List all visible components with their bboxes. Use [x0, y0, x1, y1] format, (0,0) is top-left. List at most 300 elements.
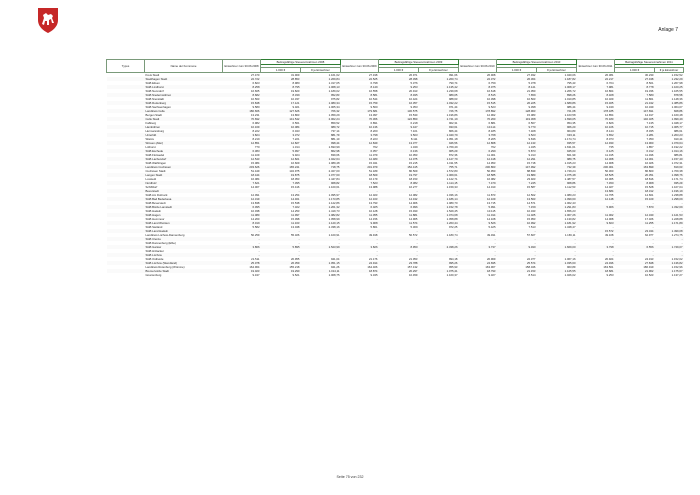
cell-name: Wietze [145, 137, 223, 141]
cell-name: SGB Wathlingen [145, 161, 223, 165]
cell-value: 1.349 [379, 145, 419, 149]
cell-value: 1.769,49 [419, 145, 459, 149]
cell-value: 20.955 [261, 257, 301, 261]
cell-value: 1.857 [615, 145, 655, 149]
cell-value: 6.826 [577, 121, 615, 125]
cell-value: 1.201,32 [301, 205, 341, 209]
cell-value: - [341, 189, 379, 193]
cell-value: 968,82 [301, 181, 341, 185]
cell-value: 26.971 [379, 73, 419, 78]
cell-value: 935,29 [655, 181, 684, 185]
cell-value: 6.561 [261, 121, 301, 125]
cell-value: 9.353 [379, 105, 419, 109]
cell-value: 1.014,16 [655, 149, 684, 153]
annex-label: Anlage 7 [658, 27, 678, 33]
cell-value: 10.349 [615, 105, 655, 109]
cell-value: 49.491 [459, 233, 497, 237]
cell-value: 1.631,61 [537, 145, 577, 149]
cell-name: SGB Land Hadeln [145, 229, 223, 233]
cell-value: 10.523 [615, 273, 655, 277]
cell-value: 1.065,77 [655, 125, 684, 129]
cell-name: SGB Lüchow [145, 253, 223, 257]
cell-name: SGB Dannenberg (Elbe) [145, 241, 223, 245]
cell-value: 1.099,60 [537, 197, 577, 201]
cell-value: 15.530 [379, 113, 419, 117]
cell-value: - [655, 249, 684, 253]
cell-value: 140.325 [615, 117, 655, 121]
cell-value: 7.513 [497, 225, 537, 229]
cell-value: 11.109 [223, 153, 261, 157]
cell-value: 1.005,34 [301, 105, 341, 109]
cell-value: 1.125,55 [537, 269, 577, 273]
cell-value: 6.125 [577, 149, 615, 153]
cell-value: 1.015,23 [537, 161, 577, 165]
cell-value: 11.574 [379, 221, 419, 225]
cell-value: 15.098 [261, 217, 301, 221]
sub-header-per-head: € je Einwohner [301, 68, 341, 73]
lower-saxony-crest-icon [36, 6, 60, 34]
cell-value: 965,29 [419, 149, 459, 153]
cell-value: 10.114 [459, 125, 497, 129]
cell-value: - [419, 237, 459, 241]
cell-value: 203.626 [223, 165, 261, 169]
cell-value: 15.528 [615, 185, 655, 189]
cell-value: 13.793 [341, 201, 379, 205]
cell-name: SGB Lachendorf [145, 157, 223, 161]
cell-value: 1.008,17 [537, 85, 577, 89]
cell-value: 1.127,79 [419, 157, 459, 161]
cell-name: SGB Flotwedel [145, 153, 223, 157]
cell-value: 14.965 [379, 217, 419, 221]
cell-value: 13.231 [223, 113, 261, 117]
cell-value: 8.111 [379, 137, 419, 141]
cell-value: 5.309 [379, 225, 419, 229]
cell-value: 1.035,60 [537, 261, 577, 265]
cell-value: 995,26 [419, 261, 459, 265]
cell-value: 1.152,02 [655, 257, 684, 261]
cell-value: 15.718 [497, 161, 537, 165]
cell-value: 19.820 [261, 89, 301, 93]
cell-value: 21.050 [497, 89, 537, 93]
cell-value: 8.222 [223, 129, 261, 133]
cell-value: 8.205 [459, 137, 497, 141]
cell-value: 5.582 [223, 225, 261, 229]
cell-value: 8.144 [577, 129, 615, 133]
cell-value: 14.661 [615, 193, 655, 197]
cell-value: 1.062,43 [537, 201, 577, 205]
cell-value: 8.980 [261, 81, 301, 85]
cell-name: Unterlüß [145, 133, 223, 137]
cell-value: 11.025 [497, 213, 537, 217]
cell-name: SGB Lindhorst [145, 85, 223, 89]
cell-value: 1.699,05 [537, 117, 577, 121]
cell-value: - [341, 253, 379, 257]
cell-value: 26.908 [459, 73, 497, 78]
cell-name: SGB Sietland [145, 225, 223, 229]
cell-name: Faßberg [145, 121, 223, 125]
cell-value: - [459, 229, 497, 233]
cell-value: 10.459 [379, 273, 419, 277]
cell-name: SGB Nienstädt [145, 97, 223, 101]
cell-value: 10.343 [497, 209, 537, 213]
cell-value: 21.962 [615, 269, 655, 273]
cell-value: - [537, 237, 577, 241]
cell-value: - [655, 237, 684, 241]
cell-value: 12.133 [497, 141, 537, 145]
sub-header-total: 1.000 € [379, 68, 419, 73]
cell-name: SGB Sachsenhagen [145, 105, 223, 109]
cell-value: 18.525 [577, 173, 615, 177]
cell-value: 12.291 [497, 157, 537, 161]
cell-name: Gnarrenburg [145, 273, 223, 277]
cell-value: 179.681 [341, 109, 379, 113]
cell-value: 16.082 [459, 177, 497, 181]
cell-value: 10.053 [379, 153, 419, 157]
cell-value: 790,74 [419, 81, 459, 85]
cell-value: 21.153 [497, 269, 537, 273]
cell-value: 9.924 [261, 153, 301, 157]
cell-value: 5.895 [261, 245, 301, 249]
cell-value: 755,71 [419, 165, 459, 169]
cell-value: 27.198 [341, 73, 379, 78]
cell-value: 8.185 [459, 129, 497, 133]
cell-value: - [379, 249, 419, 253]
cell-value: 8.075 [459, 85, 497, 89]
cell-value: 3.372 [261, 133, 301, 137]
cell-value: 8.515 [459, 93, 497, 97]
cell-value: 141.542 [261, 117, 301, 121]
cell-value: 86.800 [615, 169, 655, 173]
cell-value: 1.266,72 [537, 89, 577, 93]
cell-value: 18.585 [459, 173, 497, 177]
cell-value: 3.824 [223, 133, 261, 137]
cell-value: - [615, 201, 655, 205]
cell-value: 11.002 [577, 213, 615, 217]
cell-value: - [261, 237, 301, 241]
cell-value: 5.376 [379, 81, 419, 85]
cell-value: 986,81 [655, 153, 684, 157]
cell-value: 22.217 [577, 77, 615, 81]
cell-value: 1.100,91 [301, 233, 341, 237]
cell-value: - [577, 241, 615, 245]
cell-value: 18.153 [379, 177, 419, 181]
cell-value: 152.415 [379, 165, 419, 169]
cell-value: 737,14 [301, 129, 341, 133]
cell-value: - [379, 229, 419, 233]
cell-value: 1.163,58 [537, 113, 577, 117]
cell-value: 7.245 [497, 181, 537, 185]
cell-value: 955,93 [419, 265, 459, 269]
cell-value: 27.848 [615, 261, 655, 265]
cell-value: 13.960 [615, 141, 655, 145]
cell-value: 1.067,16 [537, 257, 577, 261]
cell-value: 7.159 [497, 205, 537, 209]
cell-value: - [419, 189, 459, 193]
cell-value: 14.953 [459, 161, 497, 165]
cell-value: 8.795 [261, 85, 301, 89]
cell-value: 1.100,61 [301, 185, 341, 189]
cell-value: 13.377 [379, 141, 419, 145]
cell-value: - [419, 229, 459, 233]
cell-value: 18.312 [615, 189, 655, 193]
cell-value: 55.326 [261, 233, 301, 237]
cell-value: 20.924 [577, 257, 615, 261]
cell-value: 14.260 [223, 217, 261, 221]
cell-value: - [577, 249, 615, 253]
cell-value: 10.424 [379, 97, 419, 101]
cell-value: 762 [459, 145, 497, 149]
cell-value: 16.026 [615, 161, 655, 165]
cell-value: 989,05 [419, 93, 459, 97]
column-header-revenue-2008: Beitragsfähige Steuereinnahmen 2008 [261, 60, 341, 65]
cell-value: 26.225 [497, 101, 537, 105]
cell-value: - [537, 253, 577, 257]
cell-value: 1.051,18 [419, 137, 459, 141]
cell-value: 12.480 [341, 157, 379, 161]
cell-value: 6.043 [261, 129, 301, 133]
cell-value: 933,61 [419, 125, 459, 129]
cell-value: 201.979 [341, 165, 379, 169]
cell-value: 62.977 [615, 233, 655, 237]
cell-name: Bremervörde Stadt [145, 269, 223, 273]
cell-value: 6.996 [379, 205, 419, 209]
cell-value: 971,44 [419, 105, 459, 109]
cell-value: 986,44 [537, 105, 577, 109]
cell-value: 1.419,73 [301, 209, 341, 213]
cell-value: 9.490 [497, 245, 537, 249]
cell-value: 866,44 [419, 129, 459, 133]
cell-value: 70.260 [459, 117, 497, 121]
cell-value: 1.080,34 [301, 101, 341, 105]
cell-value: - [261, 253, 301, 257]
cell-value: 6.299 [459, 149, 497, 153]
cell-value: - [615, 253, 655, 257]
cell-value: 15.538 [261, 201, 301, 205]
cell-value: 11.881 [379, 213, 419, 217]
cell-value: 1.075,41 [419, 269, 459, 273]
cell-value: 51.449 [223, 169, 261, 173]
cell-value: 952,83 [301, 93, 341, 97]
cell-value: 3.798 [341, 133, 379, 137]
cell-value: 8.408 [577, 93, 615, 97]
cell-value: 12.821 [261, 157, 301, 161]
cell-value: 30.230 [615, 73, 655, 78]
cell-value: 12.319 [223, 197, 261, 201]
cell-value: 9.636 [497, 137, 537, 141]
cell-value: 839,66 [301, 153, 341, 157]
cell-value: 9.770 [497, 125, 537, 129]
cell-value: 10.992 [497, 221, 537, 225]
cell-value: 1.080,70 [419, 201, 459, 205]
cell-value: 821,99 [537, 153, 577, 157]
cell-value: - [577, 225, 615, 229]
cell-value: - [223, 241, 261, 245]
cell-value: 770 [223, 145, 261, 149]
cell-value: 15.515 [459, 101, 497, 105]
cell-value: 5.861 [341, 225, 379, 229]
cell-value: 132.975 [261, 169, 301, 173]
cell-value: 19.290 [261, 269, 301, 273]
cell-value: 1.059,29 [301, 113, 341, 117]
cell-value: - [301, 237, 341, 241]
cell-value: 178.892 [459, 109, 497, 113]
cell-value: 989,75 [537, 157, 577, 161]
cell-value: 1.317,05 [301, 81, 341, 85]
cell-value: - [223, 249, 261, 253]
cell-value: 2.327,00 [301, 169, 341, 173]
cell-value: - [615, 241, 655, 245]
cell-value: - [261, 189, 301, 193]
cell-value: 9.345 [341, 273, 379, 277]
cell-name: Landkreis Celle [145, 109, 223, 113]
cell-value: 3.737 [459, 245, 497, 249]
cell-name: Nordholz [145, 181, 223, 185]
cell-value: 14.156 [341, 217, 379, 221]
cell-value: 10.106 [577, 125, 615, 129]
cell-value: 10.084 [261, 125, 301, 129]
cell-value: 7.408 [497, 129, 537, 133]
cell-value: 1.298,09 [655, 197, 684, 201]
cell-value: 7.135 [615, 121, 655, 125]
cell-value: 1.238,88 [655, 193, 684, 197]
cell-value: 1.122,86 [301, 201, 341, 205]
cell-value: 18.053 [261, 177, 301, 181]
cell-value: 6.823 [223, 81, 261, 85]
cell-name: SGB Hitzacker [145, 249, 223, 253]
cell-value: 21.432 [615, 101, 655, 105]
cell-value: 14.917 [615, 113, 655, 117]
cell-value: 13.048 [261, 225, 301, 229]
cell-value: 1.499,08 [655, 229, 684, 233]
cell-value: 1.072,31 [655, 161, 684, 165]
cell-value: 14.906 [379, 201, 419, 205]
cell-value: 1.107,04 [655, 185, 684, 189]
cell-value: 1.040,79 [419, 133, 459, 137]
cell-value: 1.171,89 [655, 221, 684, 225]
cell-value: 1.260,74 [419, 77, 459, 81]
cell-value: 13.684 [577, 189, 615, 193]
cell-value: 1.741,19 [419, 117, 459, 121]
cell-value: 14.027 [577, 185, 615, 189]
cell-value: 13.097 [341, 113, 379, 117]
cell-value: 718,75 [301, 165, 341, 169]
cell-value: 200.001 [577, 165, 615, 169]
cell-value: 16.558 [341, 89, 379, 93]
cell-value: 10.715 [615, 125, 655, 129]
cell-value: 1.187,82 [537, 77, 577, 81]
cell-value: 1.523,99 [301, 245, 341, 249]
cell-value: 7.870 [615, 205, 655, 209]
cell-value: - [615, 249, 655, 253]
cell-value: 9.523 [459, 105, 497, 109]
sub-header-per-head: € je Einwohner [419, 68, 459, 73]
cell-value: 3.798 [577, 245, 615, 249]
cell-name: SGB Lüchow (Wendland) [145, 261, 223, 265]
cell-name: Kreis Stadt [145, 73, 223, 78]
cell-value: - [419, 253, 459, 257]
cell-value: 16.864 [577, 89, 615, 93]
cell-value: 31.909 [261, 73, 301, 78]
cell-value: 7.350 [615, 137, 655, 141]
cell-value: 904,80 [537, 129, 577, 133]
cell-value: 1.529,45 [419, 209, 459, 213]
cell-value: 19.875 [261, 173, 301, 177]
column-header-population-2008: Einwohner zum 30.06.2008 [223, 60, 261, 73]
cell-value: 9.437 [223, 273, 261, 277]
cell-value: 732,39 [537, 165, 577, 169]
cell-value: 15.416 [261, 185, 301, 189]
cell-value: 1.032,22 [419, 101, 459, 105]
cell-value: 13.254 [261, 193, 301, 197]
cell-value: 49.918 [341, 233, 379, 237]
cell-value: 1.232,29 [655, 77, 684, 81]
cell-type [107, 273, 145, 277]
cell-value: 19.336 [615, 89, 655, 93]
cell-value: - [497, 189, 537, 193]
cell-value: 9.327 [459, 273, 497, 277]
cell-value: 6.218 [379, 121, 419, 125]
cell-name: Celle Stadt [145, 117, 223, 121]
cell-value: 989,72 [301, 125, 341, 129]
cell-value: 28.398 [379, 77, 419, 81]
cell-value: - [459, 189, 497, 193]
cell-value: 8.514 [497, 273, 537, 277]
cell-value: 18.816 [615, 177, 655, 181]
cell-value: - [223, 237, 261, 241]
cell-value: 1.136,82 [655, 261, 684, 265]
cell-name: Landkreis Rotenburg (Wümme) [145, 265, 223, 269]
cell-value: 16.277 [379, 185, 419, 189]
cell-value: 6.704 [577, 81, 615, 85]
cell-value: 1.069,61 [419, 173, 459, 177]
cell-name: SGB Ostheide [145, 257, 223, 261]
cell-value: 1.160,48 [655, 113, 684, 117]
cell-value: 7.659 [497, 93, 537, 97]
cell-value: 14.007 [223, 185, 261, 189]
cell-value: 5.997 [261, 149, 301, 153]
cell-value: 70.366 [341, 117, 379, 121]
cell-value: 15.465 [577, 101, 615, 105]
cell-value: 21.176 [341, 257, 379, 261]
cell-value: 7.395 [261, 181, 301, 185]
cell-value: 9.398 [497, 105, 537, 109]
cell-value: 1.749,07 [655, 245, 684, 249]
cell-value: 1.079,64 [655, 141, 684, 145]
cell-value: 22.377 [497, 257, 537, 261]
cell-value: 16.065 [577, 177, 615, 181]
cell-value: 16.179 [341, 177, 379, 181]
cell-value: 1.693,99 [301, 145, 341, 149]
cell-value: 12.340 [615, 213, 655, 217]
cell-value: 2.338,16 [301, 225, 341, 229]
cell-value: 7.580 [615, 93, 655, 97]
cell-value: 13.863 [261, 113, 301, 117]
cell-value: 11.496 [615, 153, 655, 157]
cell-value: - [615, 209, 655, 213]
cell-value: 1.010,85 [537, 97, 577, 101]
cell-value: 6.312 [615, 149, 655, 153]
cell-value: 862,98 [301, 149, 341, 153]
sub-header-total: 1.000 € [615, 68, 655, 73]
cell-value: 18.509 [341, 173, 379, 177]
cell-value: 1.064,07 [655, 105, 684, 109]
cell-value: 23.344 [615, 229, 655, 233]
cell-value: 9.253 [379, 85, 419, 89]
cell-value: 14.010 [459, 185, 497, 189]
cell-value: 26.359 [261, 261, 301, 265]
cell-name: SGB Hemmoor [145, 217, 223, 221]
cell-value: 14.432 [379, 197, 419, 201]
